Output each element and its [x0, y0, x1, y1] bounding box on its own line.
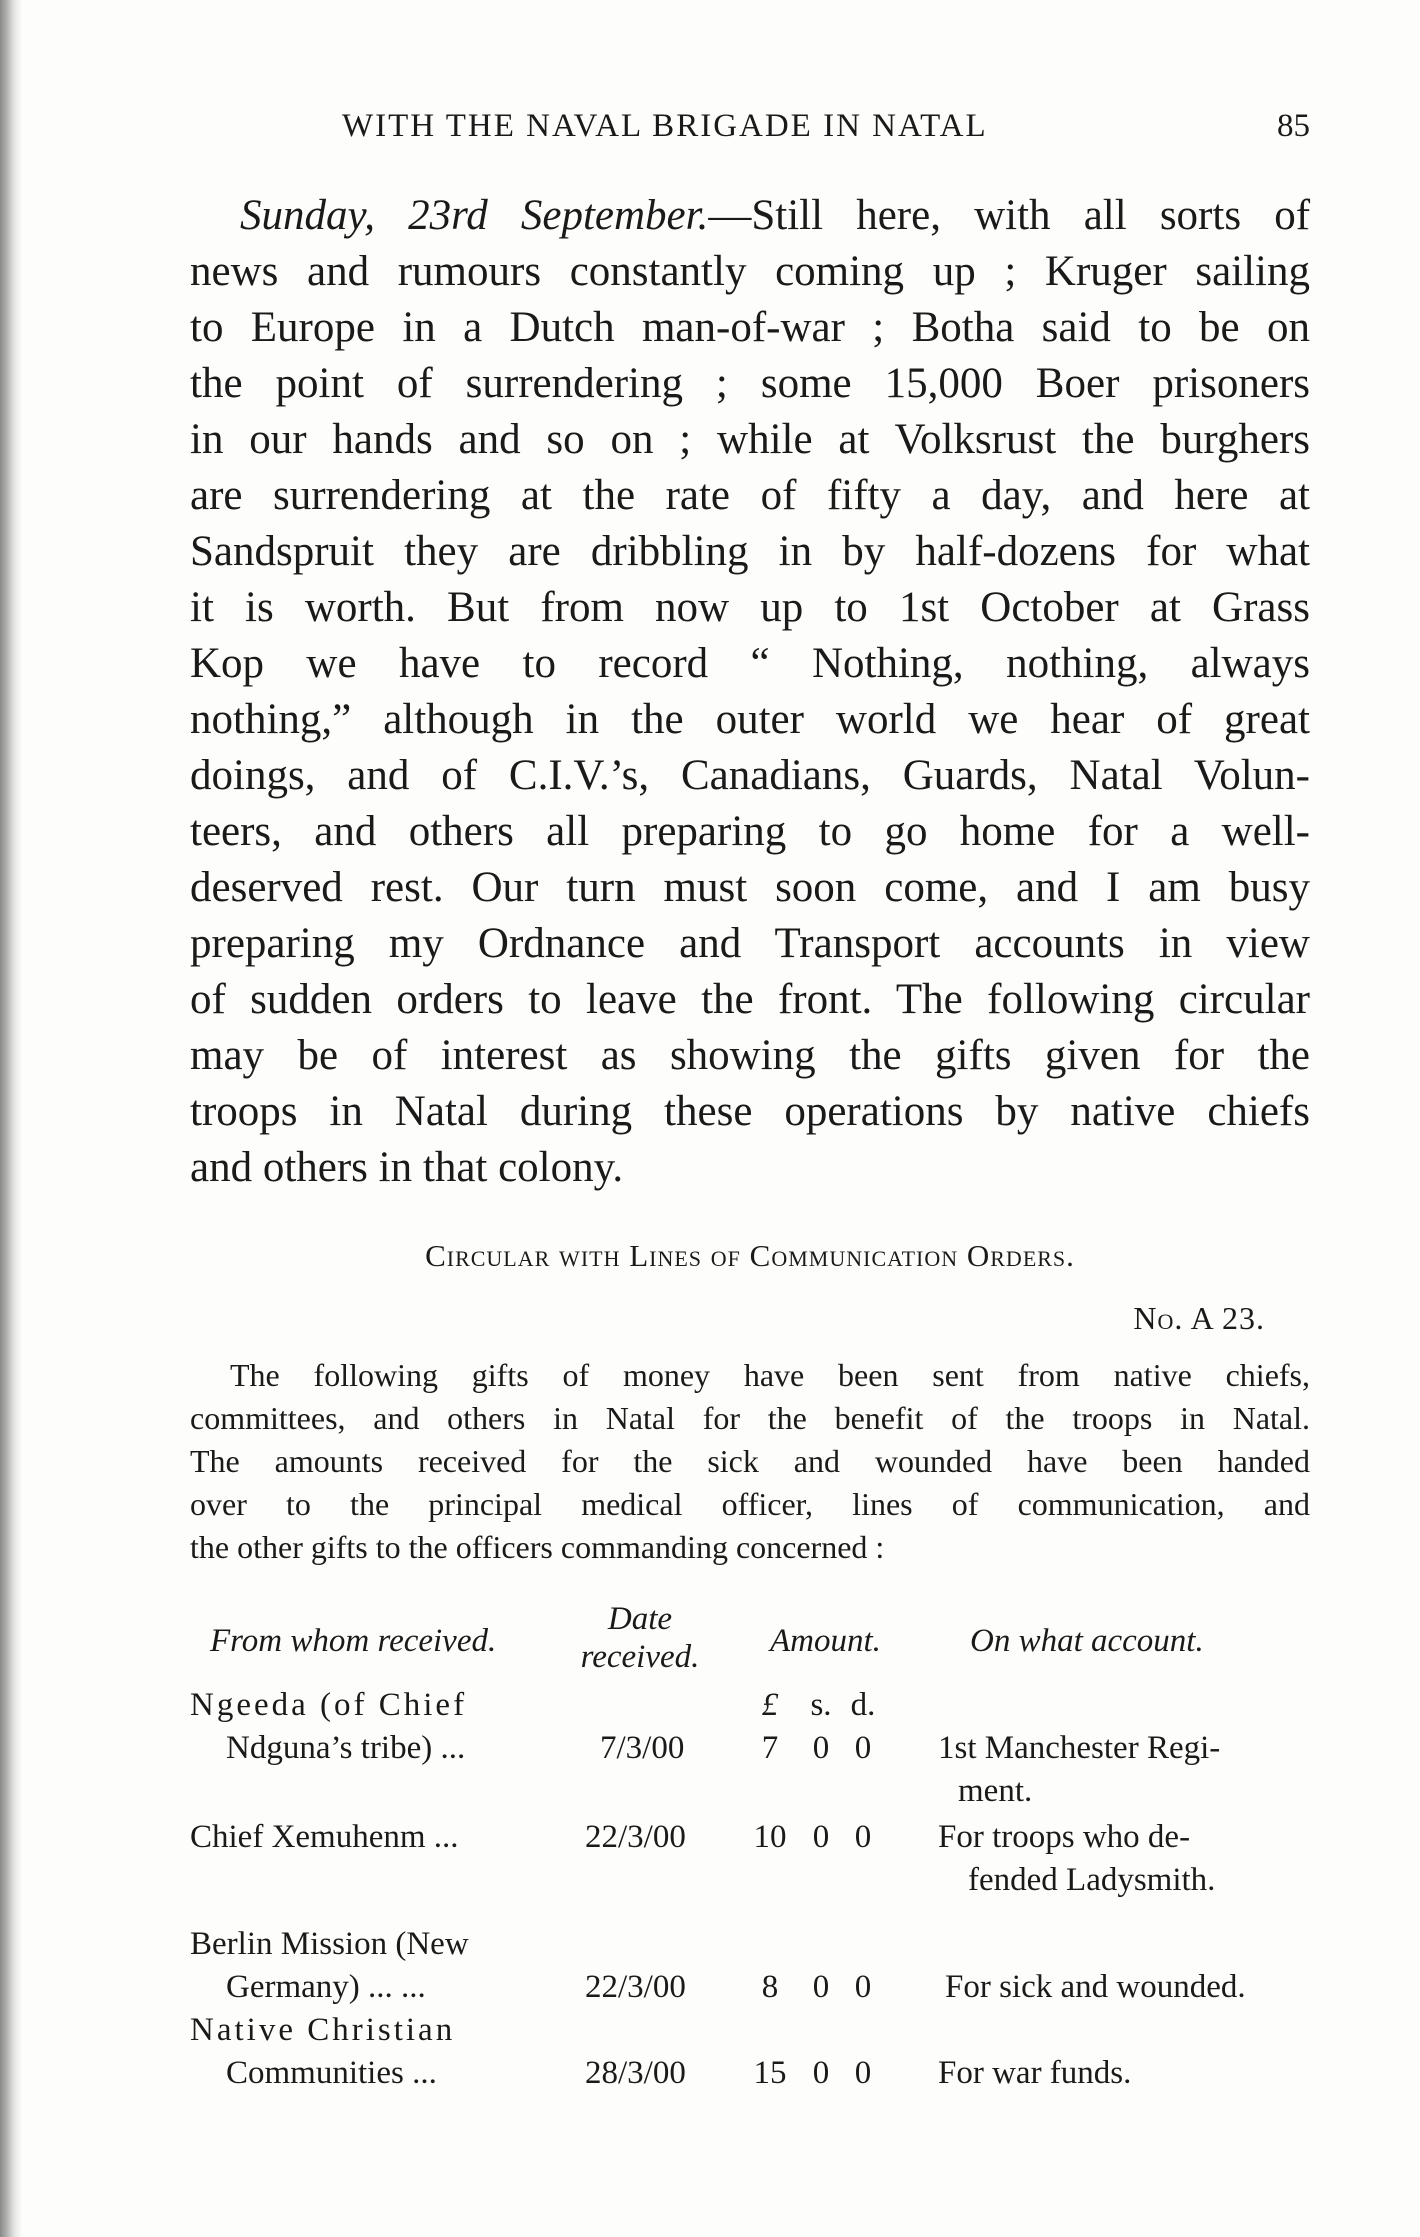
- text-line: doings, and of C.I.V.’s, Canadians, Guards, Natal Volun-: [190, 752, 1310, 799]
- account: 1st Manchester Regi-: [938, 1730, 1221, 1766]
- text-line: troops in Natal during these operations by native chiefs: [190, 1088, 1310, 1135]
- running-head: WITH THE NAVAL BRIGADE IN NATAL: [342, 108, 988, 144]
- date-received: 7/3/00: [600, 1730, 685, 1766]
- amount-shillings: 0: [812, 1969, 830, 2005]
- donor-name-cont: Germany) ... ...: [226, 1969, 426, 2005]
- table-header: [190, 1600, 1310, 1684]
- text-line: the point of surrendering ; some 15,000 Boer prisoners: [190, 360, 1310, 407]
- text-line: news and rumours constantly coming up ; Kruger sailing: [190, 248, 1310, 295]
- order-number: No. A 23.: [1133, 1300, 1265, 1336]
- unit-shillings: s.: [810, 1687, 832, 1723]
- amount-pence: 0: [854, 1969, 872, 2005]
- text-line: preparing my Ordnance and Transport accounts in view: [190, 920, 1310, 967]
- table-row: [190, 1923, 1310, 2009]
- table-row: [190, 1816, 1310, 1859]
- text-line: of sudden orders to leave the front. The following circular: [190, 976, 1310, 1023]
- date-received: 28/3/00: [585, 2055, 686, 2091]
- book-spine-shadow: [0, 0, 22, 2237]
- header-from: From whom received.: [210, 1623, 497, 1659]
- amount-pence: 0: [854, 1819, 872, 1855]
- circular-heading: Circular with Lines of Communication Orders.: [425, 1238, 1075, 1273]
- text-line: the other gifts to the officers commanding concerned :: [190, 1529, 885, 1565]
- text-line: to Europe in a Dutch man-of-war ; Botha said to be on: [190, 304, 1310, 351]
- page-number: 85: [1277, 108, 1310, 144]
- text-line: teers, and others all preparing to go home for a well-: [190, 808, 1310, 855]
- amount-pounds: 8: [761, 1969, 779, 2005]
- date-received: 22/3/00: [585, 1969, 686, 2005]
- table-row-cont: [190, 1770, 1310, 1816]
- text-line: it is worth. But from now up to 1st October at Grass: [190, 584, 1310, 631]
- header-date-line2: received.: [580, 1639, 700, 1675]
- donor-name: Native Christian: [190, 2012, 456, 2048]
- unit-pence: d.: [850, 1687, 876, 1723]
- date-received: 22/3/00: [585, 1819, 686, 1855]
- donor-name-cont: Communities ...: [226, 2055, 437, 2091]
- donor-name: Berlin Mission (New: [190, 1926, 469, 1962]
- account: For troops who de-: [938, 1819, 1191, 1855]
- amount-pounds: 10: [753, 1819, 787, 1855]
- amount-shillings: 0: [812, 1730, 830, 1766]
- account: For sick and wounded.: [945, 1969, 1246, 2005]
- amount-pounds: 7: [761, 1730, 779, 1766]
- text-line: Sandspruit they are dribbling in by half-dozens for what: [190, 528, 1310, 575]
- text-line: The following gifts of money have been sent from native chiefs,: [230, 1357, 1310, 1393]
- donor-name: Chief Xemuhenm ...: [190, 1819, 459, 1855]
- text-line: may be of interest as showing the gifts given for the: [190, 1032, 1310, 1079]
- donor-name-cont: Ndguna’s tribe) ...: [226, 1730, 466, 1766]
- amount-shillings: 0: [812, 2055, 830, 2091]
- amount-shillings: 0: [812, 1819, 830, 1855]
- body-paragraph: [190, 188, 1310, 1196]
- table-row: [190, 2009, 1310, 2095]
- header-date-line1: Date: [607, 1601, 673, 1637]
- entry-date: Sunday, 23rd September.: [240, 192, 709, 239]
- amount-pence: 0: [854, 2055, 872, 2091]
- unit-pounds: £: [761, 1687, 779, 1723]
- text-line: in our hands and so on ; while at Volksrust the burghers: [190, 416, 1310, 463]
- donor-name: Ngeeda (of Chief: [190, 1687, 468, 1723]
- text-line: over to the principal medical officer, lines of communication, and: [190, 1486, 1310, 1522]
- text-fragment: —Still here, with all sorts of: [708, 192, 1311, 239]
- circular-paragraph: [190, 1354, 1310, 1569]
- amount-pence: 0: [854, 1730, 872, 1766]
- text-line: and others in that colony.: [190, 1144, 624, 1191]
- account-cont: ment.: [958, 1773, 1033, 1809]
- text-line: deserved rest. Our turn must soon come, and I am busy: [190, 864, 1310, 911]
- table-row-cont: [190, 1859, 1310, 1923]
- header-date: [580, 1600, 700, 1676]
- header-account: On what account.: [970, 1623, 1204, 1659]
- text-line: nothing,” although in the outer world we hear of great: [190, 696, 1310, 743]
- text-line: The amounts received for the sick and wounded have been handed: [190, 1443, 1310, 1479]
- text-line: Kop we have to record “ Nothing, nothing, always: [190, 640, 1310, 687]
- text-line: committees, and others in Natal for the benefit of the troops in Natal.: [190, 1400, 1310, 1436]
- account: For war funds.: [938, 2055, 1132, 2091]
- text-line: [190, 188, 1310, 244]
- amount-pounds: 15: [753, 2055, 787, 2091]
- page-header: [190, 108, 1310, 152]
- header-amount: Amount.: [770, 1623, 881, 1659]
- text-line: are surrendering at the rate of fifty a day, and here at: [190, 472, 1310, 519]
- account-cont: fended Ladysmith.: [968, 1862, 1216, 1898]
- gifts-table: [190, 1600, 1310, 2095]
- table-row: [190, 1684, 1310, 1770]
